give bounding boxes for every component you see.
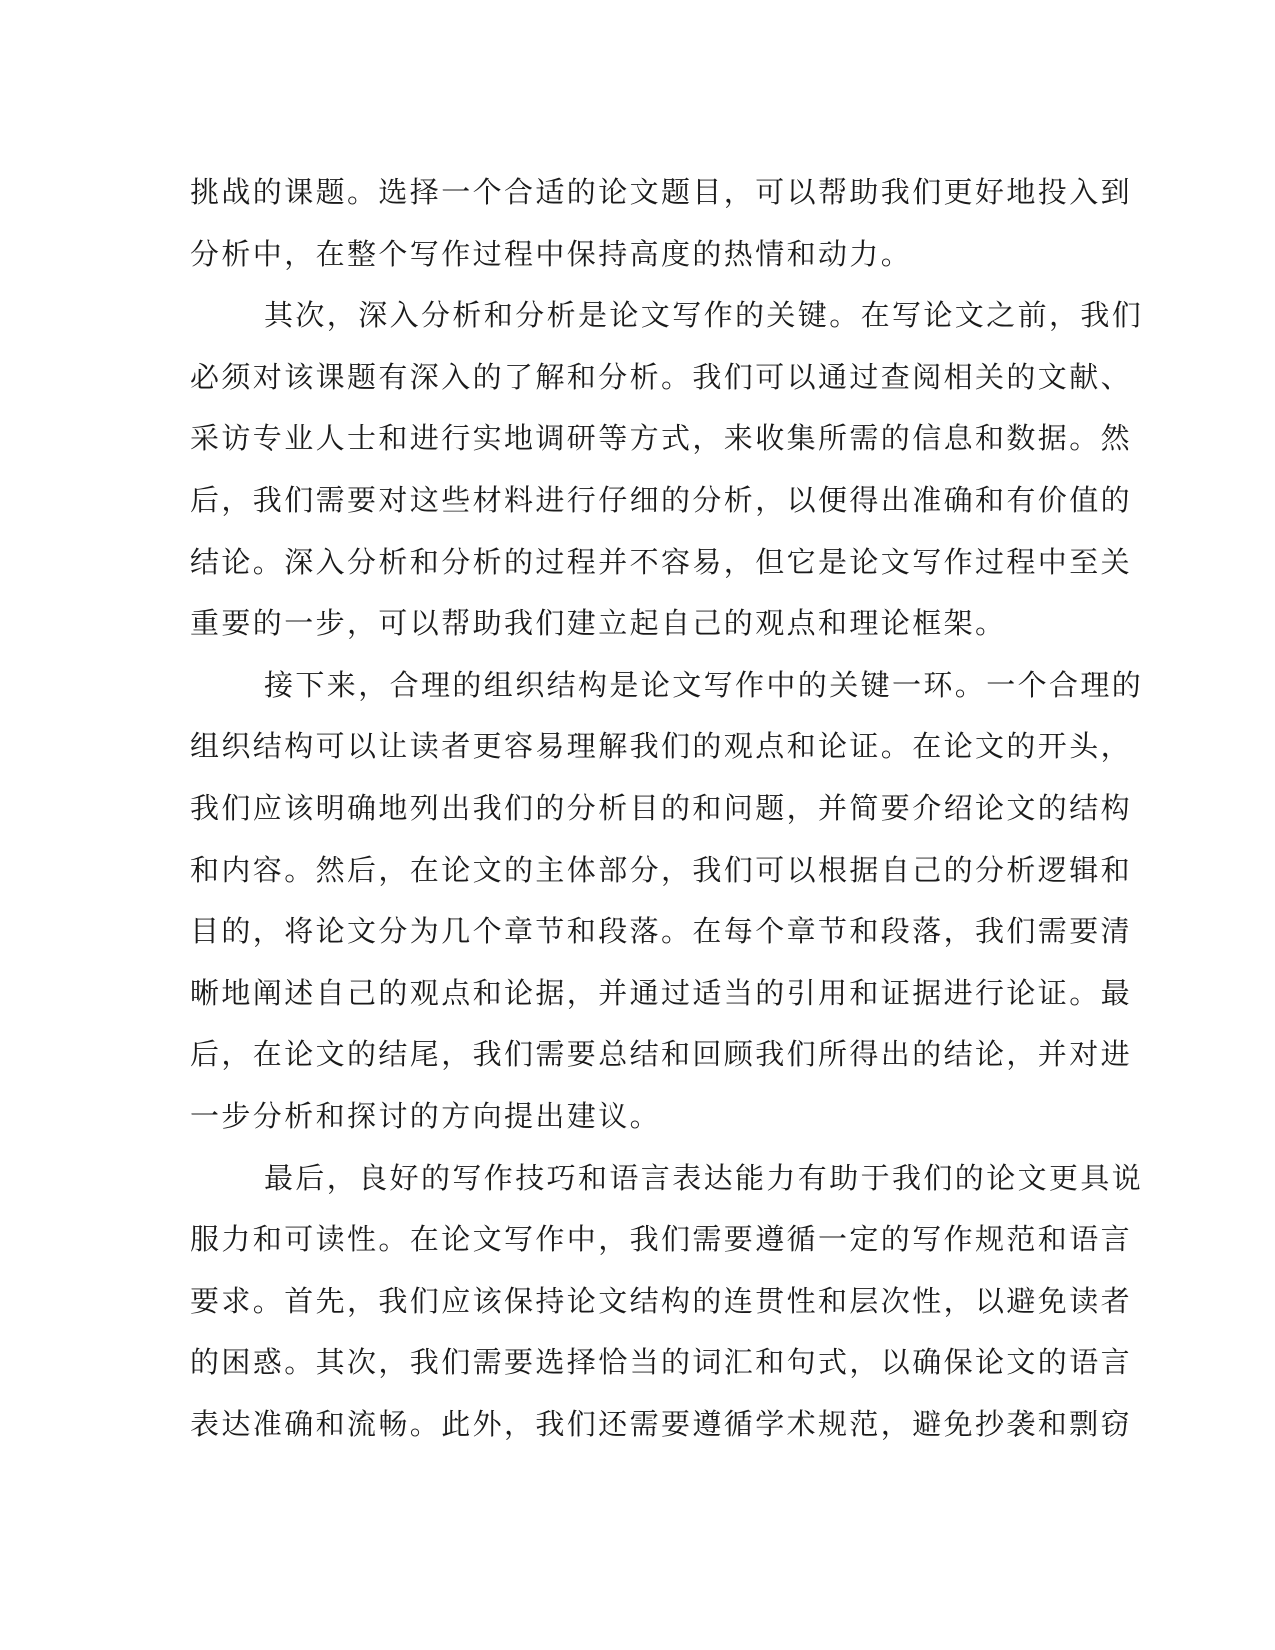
- paragraph-1-line-1: 挑战的课题。选择一个合适的论文题目，可以帮助我们更好地投入到: [190, 175, 1133, 209]
- paragraph-4-line-5: 表达准确和流畅。此外，我们还需要遵循学术规范，避免抄袭和剽窃: [190, 1406, 1133, 1441]
- paragraph-3-line-8: 一步分析和探讨的方向提出建议。: [190, 1098, 662, 1133]
- paragraph-4-line-1: 最后，良好的写作技巧和语言表达能力有助于我们的论文更具说: [264, 1160, 1144, 1195]
- paragraph-3-line-7: 后，在论文的结尾，我们需要总结和回顾我们所得出的结论，并对进: [190, 1037, 1133, 1072]
- paragraph-2-line-4: 后，我们需要对这些材料进行仔细的分析，以便得出准确和有价值的: [190, 482, 1133, 517]
- paragraph-4-line-3: 要求。首先，我们应该保持论文结构的连贯性和层次性，以避免读者: [190, 1283, 1133, 1318]
- paragraph-2-line-6: 重要的一步，可以帮助我们建立起自己的观点和理论框架。: [190, 606, 1007, 641]
- paragraph-3-line-6: 晰地阐述自己的观点和论据，并通过适当的引用和证据进行论证。最: [190, 975, 1133, 1010]
- paragraph-1-line-2: 分析中，在整个写作过程中保持高度的热情和动力。: [190, 236, 913, 271]
- paragraph-4-line-2: 服力和可读性。在论文写作中，我们需要遵循一定的写作规范和语言: [190, 1222, 1133, 1257]
- paragraph-2-line-2: 必须对该课题有深入的了解和分析。我们可以通过查阅相关的文献、: [190, 359, 1133, 394]
- paragraph-2-line-5: 结论。深入分析和分析的过程并不容易，但它是论文写作过程中至关: [190, 544, 1133, 579]
- paragraph-2-line-3: 采访专业人士和进行实地调研等方式，来收集所需的信息和数据。然: [190, 421, 1133, 456]
- paragraph-3-line-4: 和内容。然后，在论文的主体部分，我们可以根据自己的分析逻辑和: [190, 852, 1133, 887]
- paragraph-4-line-4: 的困惑。其次，我们需要选择恰当的词汇和句式，以确保论文的语言: [190, 1345, 1133, 1380]
- paragraph-3-line-5: 目的，将论文分为几个章节和段落。在每个章节和段落，我们需要清: [190, 914, 1133, 949]
- paragraph-3-line-2: 组织结构可以让读者更容易理解我们的观点和论证。在论文的开头，: [190, 729, 1133, 764]
- body-text: [190, 162, 1144, 1455]
- paragraph-2-line-1: 其次，深入分析和分析是论文写作的关键。在写论文之前，我们: [264, 298, 1144, 333]
- paragraph-3-line-3: 我们应该明确地列出我们的分析目的和问题，并简要介绍论文的结构: [190, 790, 1133, 825]
- paragraph-3-line-1: 接下来，合理的组织结构是论文写作中的关键一环。一个合理的: [264, 667, 1144, 702]
